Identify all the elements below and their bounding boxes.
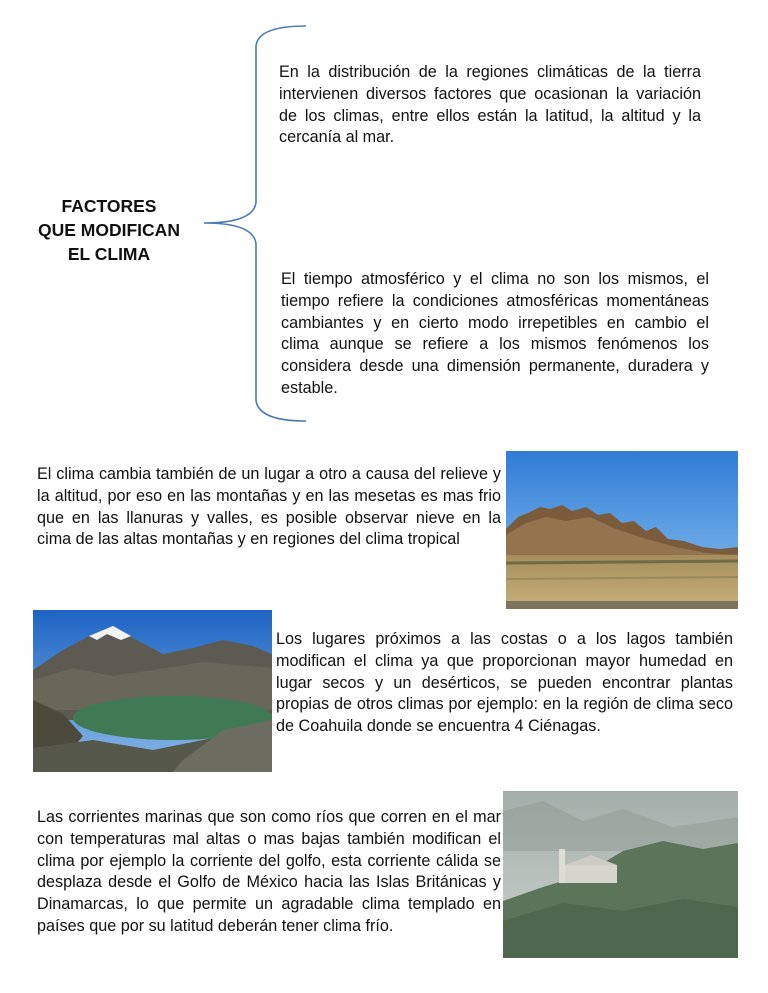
desert-mountain-photo (506, 451, 738, 609)
paragraph-relief-altitude: El clima cambia también de un lugar a otro a causa del relieve y la altitud, por eso en las montañas y en las mesetas es mas frio que en las llanuras y valles, es posible observar nieve en la cima de las altas montañas y en regiones del clima tropical (37, 465, 501, 549)
mountain-lake-photo (33, 610, 272, 772)
paragraph-weather-vs-climate: El tiempo atmosférico y el clima no son los mismos, el tiempo refiere la condiciones atmosféricas momentáneas cambiantes y en cierto modo irrepetibles en cambio el clima aunque se refiere a los mismos fenómenos los considera desde una dimensión permanente, duradera y estable. (281, 270, 709, 397)
paragraph-climate-factors: En la distribución de la regiones climáticas de la tierra intervienen diversos factores que ocasionan la variación de los climas, entre ellos están la latitud, la altitud y la cercanía al mar. (279, 63, 701, 147)
title-line-3: EL CLIMA (67, 244, 151, 264)
title-line-2: QUE MODIFICAN (38, 220, 180, 240)
paragraph-coasts-lakes: Los lugares próximos a las costas o a los lagos también modifican el clima ya que proporcionan mayor humedad en lugar secos y un desérticos, se pueden encontrar plantas propias de otros climas por ejemplo: en la región de clima seco de Coahuila donde se encuentra 4 Ciénagas. (276, 630, 733, 736)
title-line-1: FACTORES (61, 196, 157, 216)
foggy-hill-building-photo (503, 791, 738, 958)
page-title (22, 194, 196, 266)
paragraph-ocean-currents: Las corrientes marinas que son como ríos que corren en el mar con temperaturas mal altas o mas bajas también modifican el clima por ejemplo la corriente del golfo, esta corriente cálida se desplaza desde el Golfo de México hacia las Islas Británicas y Dinamarcas, lo que permite un agradable clima templado en países que por su latitud deberán tener clima frío. (37, 808, 501, 935)
